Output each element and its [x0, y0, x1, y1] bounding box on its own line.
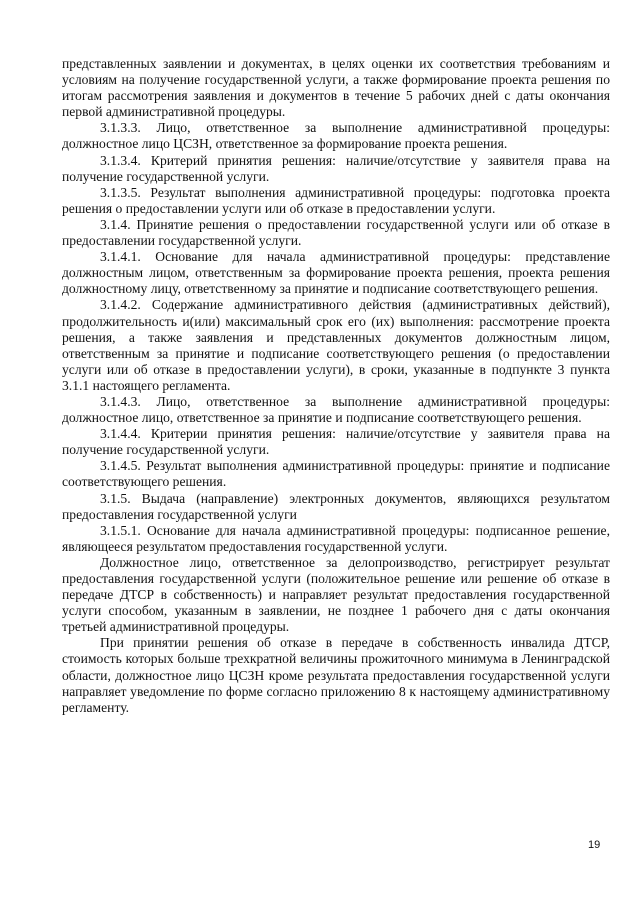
- document-body: [62, 56, 610, 716]
- paragraph: 3.1.4.4. Критерии принятия решения: наличие/отсутствие у заявителя права на получение государственной услуги.: [62, 426, 610, 458]
- paragraph: 3.1.4.1. Основание для начала административной процедуры: представление должностным лицом, ответственным за формирование проекта решения, проекта решения должностному лицу, ответственному за принятие и подписание соответствующего решения.: [62, 249, 610, 297]
- paragraph: 3.1.5.1. Основание для начала административной процедуры: подписанное решение, являющееся результатом предоставления государственной услуги.: [62, 522, 610, 554]
- paragraph: представленных заявлении и документах, в целях оценки их соответствия требованиям и условиям на получение государственной услуги, а также формирование проекта решения по итогам рассмотрения заявления и документов в течение 5 рабочих дней с даты окончания первой административной процедуры.: [62, 56, 610, 120]
- paragraph: Должностное лицо, ответственное за делопроизводство, регистрирует результат предоставления государственной услуги (положительное решение или решение об отказе в передаче ДТСР в собственность) и направляет результат предоставления государственной услуги способом, указанным в заявлении, не позднее 1 рабочего дня с даты окончания третьей административной процедуры.: [62, 554, 610, 635]
- paragraph: 3.1.4.3. Лицо, ответственное за выполнение административной процедуры: должностное лицо, ответственное за принятие и подписание соответствующего решения.: [62, 393, 610, 426]
- paragraph: 3.1.4. Принятие решения о предоставлении государственной услуги или об отказе в предоставлении государственной услуги.: [62, 216, 610, 249]
- paragraph: 3.1.5. Выдача (направление) электронных документов, являющихся результатом предоставления государственной услуги: [62, 490, 610, 522]
- paragraph: 3.1.4.2. Содержание административного действия (административных действий), продолжительность и(или) максимальный срок его (их) выполнения: рассмотрение проекта решения, а также заявления и представленных документов должностным лицом, ответственным за принятие и подписание соответствующего решения (о предоставлении услуги или об отказе в предоставлении услуги), в сроки, указанные в подпункте 3 пункта 3.1.1 настоящего регламента.: [62, 297, 610, 393]
- paragraph: 3.1.4.5. Результат выполнения административной процедуры: принятие и подписание соответствующего решения.: [62, 458, 610, 490]
- paragraph: 3.1.3.5. Результат выполнения административной процедуры: подготовка проекта решения о предоставлении услуги или об отказе в предоставлении услуги.: [62, 184, 610, 216]
- paragraph: 3.1.3.3. Лицо, ответственное за выполнение административной процедуры: должностное лицо ЦСЗН, ответственное за формирование проекта решения.: [62, 120, 610, 152]
- page-number: 19: [588, 839, 601, 851]
- paragraph: При принятии решения об отказе в передаче в собственность инвалида ДТСР, стоимость которых больше трехкратной величины прожиточного минимума в Ленинградской области, должностное лицо ЦСЗН кроме результата предоставления государственной услуги направляет уведомление по форме согласно приложению 8 к настоящему административному регламенту.: [62, 635, 610, 715]
- paragraph: 3.1.3.4. Критерий принятия решения: наличие/отсутствие у заявителя права на получение государственной услуги.: [62, 152, 610, 184]
